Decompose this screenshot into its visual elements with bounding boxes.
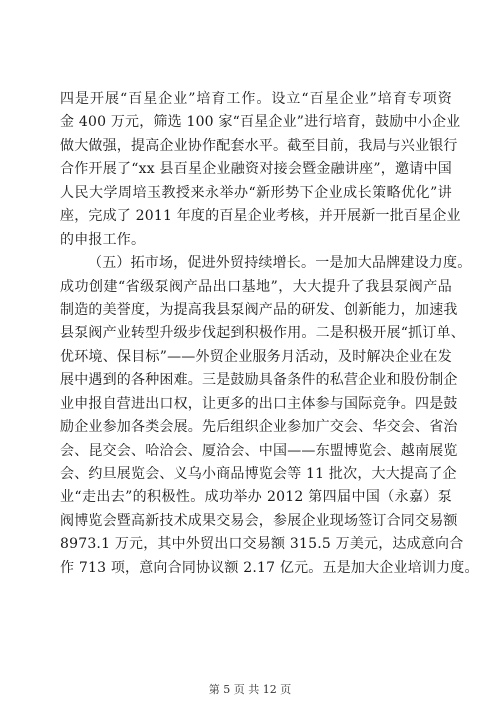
text-line: 励企业参加各类会展。先后组织企业参加广交会、华交会、省治 [60,419,458,436]
text-line: 人民大学周培玉教授来永举办“新形势下企业成长策略优化”讲 [60,184,452,201]
text-line: 作 713 项，意向合同协议额 2.17 亿元。五是加大企业培训力度。 [60,559,479,576]
text-line: 座，完成了 2011 年度的百星企业考核，并开展新一批百星企业 [60,208,461,225]
text-line: 会、约旦展览会、义乌小商品博览会等 11 批次，大大提高了企 [60,466,457,482]
paragraph-heading: （五）拓市场，促进外贸持续增长。一是加大品牌建设力度。 [88,255,472,272]
text-line: 阀博览会暨高新技术成果交易会，参展企业现场签订合同交易额 [60,512,458,529]
text-line: 成功创建“省级泵阀产品出口基地”，大大提升了我县泵阀产品 [60,278,452,295]
text-line: 优环境、保目标”——外贸企业服务月活动，及时解决企业在发 [60,348,452,365]
text-line: 做大做强，提高企业协作配套水平。截至目前，我局与兴业银行 [60,137,458,154]
text-line: 会、昆交会、哈洽会、厦洽会、中国——东盟博览会、越南展览 [60,442,458,459]
text-line: 展中遇到的各种困难。三是鼓励具备条件的私营企业和股份制企 [60,372,458,389]
text-line: 四是开展“百星企业”培育工作。设立“百星企业”培育专项资 [60,91,452,107]
body-text [60,88,479,580]
text-line: 金 400 万元，筛选 100 家“百星企业”进行培育，鼓励中小企业 [60,114,461,131]
text-line: 制造的美誉度，为提高我县泵阀产品的研发、创新能力，加速我 [60,301,458,318]
text-line: 合作开展了“xx 县百星企业融资对接会暨金融讲座”，邀请中国 [60,161,452,178]
text-line: 业申报自营进出口权，让更多的出口主体参与国际竞争。四是鼓 [60,395,458,412]
text-line: 的申报工作。 [60,231,146,248]
text-line: 8973.1 万元，其中外贸出口交易额 315.5 万美元，达成意向合 [60,536,464,553]
text-line: 业“走出去”的积极性。成功举办 2012 第四届中国（永嘉）泵 [60,489,452,506]
text-line: 县泵阀产业转型升级步伐起到积极作用。二是积极开展“抓订单、 [60,325,465,342]
page-footer: 第 5 页 共 12 页 [208,683,292,696]
